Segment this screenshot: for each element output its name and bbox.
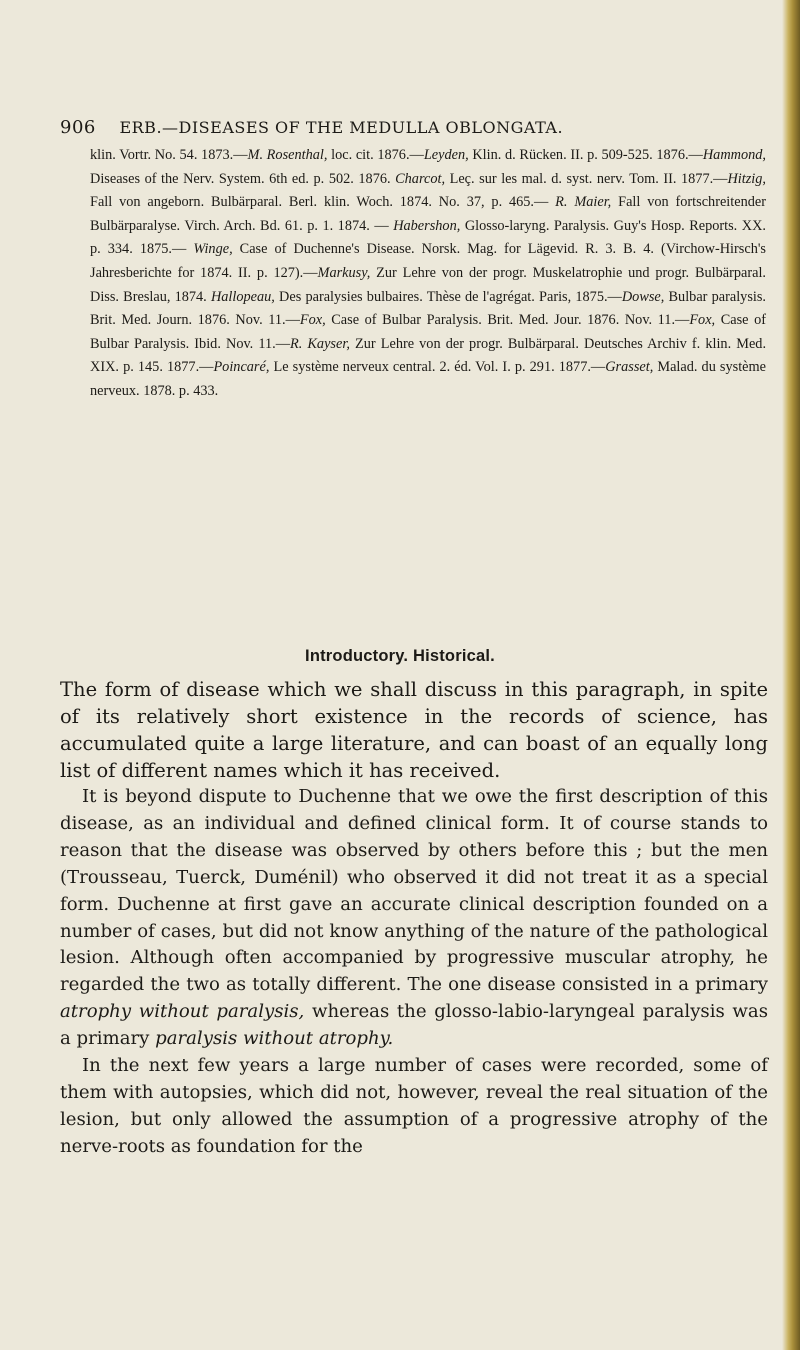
- author-fox-2: Fox,: [689, 312, 716, 329]
- author-winge: Winge,: [193, 241, 233, 258]
- author-grasset: Grasset,: [605, 359, 654, 376]
- paragraph-2: It is beyond dispute to Duchenne that we owe the first description of this disease, as an individual and defined clinical form. It of course stands to reason that the disease was observed by others before this ; but the men (Trousseau, Tuerck, Duménil) who observed it did not treat it as a special form. Duchenne at first gave an accurate clinical description founded on a number of cases, but did not know anything of the nature of the pathological lesion. Although often accompanied by progressive muscular atrophy, he regarded the two as totally different. The one disease consisted in a primary atrophy without paralysis, whereas the glosso-labio-laryngeal paralysis was a primary paralysis without atrophy.: [60, 786, 768, 1050]
- page-number: 906: [60, 117, 96, 138]
- author-markusy: Markusy,: [317, 264, 371, 281]
- author-dowse: Dowse,: [621, 288, 665, 305]
- page-edge: [782, 0, 800, 1350]
- author-kayser: R. Kayser,: [290, 335, 350, 352]
- author-habershon: Habershon,: [393, 217, 461, 234]
- emphasis-paralysis-without-atrophy: paralysis without atrophy.: [155, 1028, 394, 1050]
- paragraph-1: The form of disease which we shall discuss in this paragraph, in spite of its relatively short existence in the records of science, has accumulated quite a large literature, and can boast of an equally long list of different names which it has received.: [60, 678, 768, 782]
- author-rosenthal: M. Rosenthal,: [247, 147, 328, 163]
- running-header: [60, 117, 760, 138]
- running-title: ERB.—DISEASES OF THE MEDULLA OBLONGATA.: [119, 118, 564, 137]
- author-poincare: Poincaré,: [213, 359, 270, 376]
- emphasis-atrophy-without-paralysis: atrophy without paralysis,: [60, 1001, 305, 1023]
- author-hitzig: Hitzig,: [727, 170, 766, 187]
- section-heading: Introductory. Historical.: [305, 647, 495, 665]
- author-hammond: Hammond,: [702, 147, 766, 163]
- bibliography-references: klin. Vortr. No. 54. 1873.—M. Rosenthal, loc. cit. 1876.—Leyden, Klin. d. Rücken. II. p. 509-525. 1876.—Hammond, Diseases of the Nerv. System. 6th ed. p. 502. 1876. Charcot, Leç. sur les mal. d. syst. nerv. Tom. II. 1877.—Hitzig, Fall von angeborn. Bulbärparal. Berl. klin. Woch. 1874. No. 37, p. 465.— R. Maier, Fall von fortschreitender Bulbärparalyse. Virch. Arch. Bd. 61. p. 1. 1874. — Habershon, Glosso-laryng. Paralysis. Guy's Hosp. Reports. XX. p. 334. 1875.— Winge, Case of Duchenne's Disease. Norsk. Mag. for Lägevid. R. 3. B. 4. (Virchow-Hirsch's Jahresberichte for 1874. II. p. 127).—Markusy, Zur Lehre von der progr. Muskelatrophie und progr. Bulbärparal. Diss. Breslau, 1874. Hallopeau, Des paralysies bulbaires. Thèse de l'agrégat. Paris, 1875.—Dowse, Bulbar paralysis. Brit. Med. Journ. 1876. Nov. 11.—Fox, Case of Bulbar Paralysis. Brit. Med. Jour. 1876. Nov. 11.—Fox, Case of Bulbar Paralysis. Ibid. Nov. 11.—R. Kayser, Zur Lehre von der progr. Bulbärparal. Deutsches Archiv f. klin. Med. XIX. p. 145. 1877.—Poincaré, Le système nerveux central. 2. éd. Vol. I. p. 291. 1877.—Grasset, Malad. du système nerveux. 1878. p. 433.: [90, 147, 767, 399]
- author-maier: R. Maier,: [555, 194, 612, 211]
- author-hallopeau: Hallopeau,: [210, 288, 275, 305]
- body-text: [60, 676, 768, 1161]
- author-charcot: Charcot,: [395, 170, 446, 187]
- paragraph-3: In the next few years a large number of cases were recorded, some of them with autopsies, which did not, however, reveal the real situation of the lesion, but only allowed the assumption of a progressive atrophy of the nerve-roots as foundation for the: [60, 1055, 768, 1157]
- author-fox: Fox,: [299, 312, 326, 329]
- author-leyden: Leyden,: [423, 147, 469, 163]
